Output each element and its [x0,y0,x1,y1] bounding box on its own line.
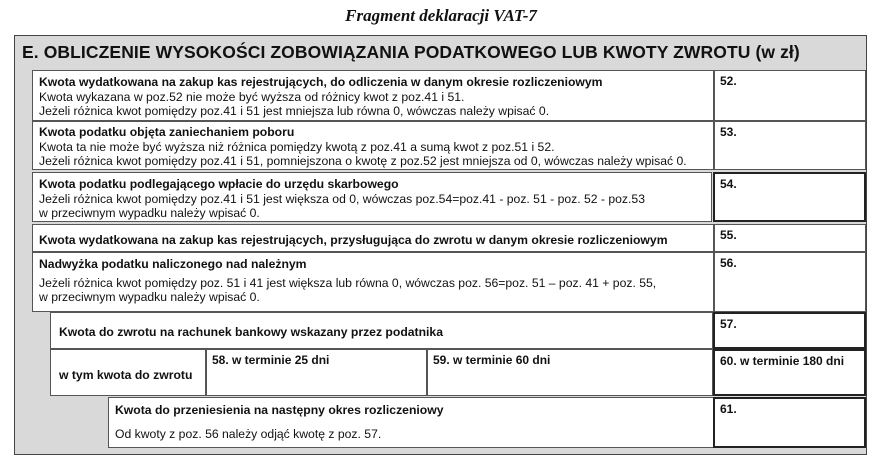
row-53-title: Kwota podatku objęta zaniechaniem poboru [39,125,295,139]
field-52-label: 52. [720,74,737,88]
refund-split-label: w tym kwota do zwrotu [59,368,193,382]
row-55-description [32,224,714,252]
row-53-line-2: Jeżeli różnica kwot pomiędzy poz.41 i 51, pomniejszona o kwotę z poz.52 jest mniejsza od 0, wówczas należy wpisać 0. [39,154,687,168]
field-59-label: 59. w terminie 60 dni [433,353,551,367]
field-55[interactable] [714,224,866,252]
row-56-line-1: Jeżeli różnica kwot pomiędzy poz. 51 i 41 jest większa lub równa 0, wówczas poz. 56=poz. 51 – poz. 41 + poz. 55, [39,276,657,290]
row-57-title: Kwota do zwrotu na rachunek bankowy wskazany przez podatnika [59,325,443,339]
field-60[interactable] [713,349,866,396]
field-60-label: 60. w terminie 180 dni [720,354,845,368]
field-58[interactable] [206,349,427,396]
field-59[interactable] [427,349,713,396]
field-54-label: 54. [720,177,737,191]
field-61-label: 61. [720,402,737,416]
row-61-title: Kwota do przeniesienia na następny okres rozliczeniowy [115,403,444,417]
field-56[interactable] [714,252,866,312]
field-54[interactable] [713,172,866,222]
row-57-description [50,312,713,349]
row-54-line-2: w przeciwnym wypadku należy wpisać 0. [39,206,260,220]
row-54-title: Kwota podatku podlegającego wpłacie do urzędu skarbowego [39,177,399,191]
field-53-label: 53. [720,125,737,139]
field-55-label: 55. [720,228,737,242]
field-56-label: 56. [720,256,737,270]
field-52[interactable] [714,70,866,121]
row-52-description [32,70,714,121]
field-57-label: 57. [720,317,737,331]
field-61[interactable] [713,397,866,448]
field-58-label: 58. w terminie 25 dni [212,353,330,367]
row-52-title: Kwota wydatkowana na zakup kas rejestrujących, do odliczenia w danym okresie rozliczeniowym [39,75,603,89]
row-56-line-2: w przeciwnym wypadku należy wpisać 0. [39,290,260,304]
field-57[interactable] [713,312,866,349]
row-61-line-1: Od kwoty z poz. 56 należy odjąć kwotę z poz. 57. [115,427,382,441]
row-55-title: Kwota wydatkowana na zakup kas rejestrujących, przysługująca do zwrotu w danym okresie rozliczeniowym [39,233,668,247]
row-56-description [32,252,714,312]
row-56-title: Nadwyżka podatku naliczonego nad należnym [39,257,307,271]
row-58-label-cell [50,349,206,396]
row-61-description [108,397,714,448]
row-52-line-2: Jeżeli różnica kwot pomiędzy poz.41 i 51 jest mniejsza lub równa 0, wówczas należy wpisać 0. [39,104,550,118]
page-title: Fragment deklaracji VAT-7 [345,6,537,25]
row-53-line-1: Kwota ta nie może być wyższa niż różnica pomiędzy kwotą z poz.41 a sumą kwot z poz.51 i 52. [39,140,555,154]
row-54-line-1: Jeżeli różnica kwot pomiędzy poz.41 i 51 jest większa od 0, wówczas poz.54=poz.41 - poz. 51 - poz. 52 - poz.53 [39,192,645,206]
field-53[interactable] [714,121,866,170]
row-53-description [32,121,714,170]
section-heading: E. OBLICZENIE WYSOKOŚCI ZOBOWIĄZANIA PODATKOWEGO LUB KWOTY ZWROTU (w zł) [22,42,800,62]
row-52-line-1: Kwota wykazana w poz.52 nie może być wyższa od różnicy kwot z poz.41 i 51. [39,90,465,104]
row-54-description [32,172,712,222]
